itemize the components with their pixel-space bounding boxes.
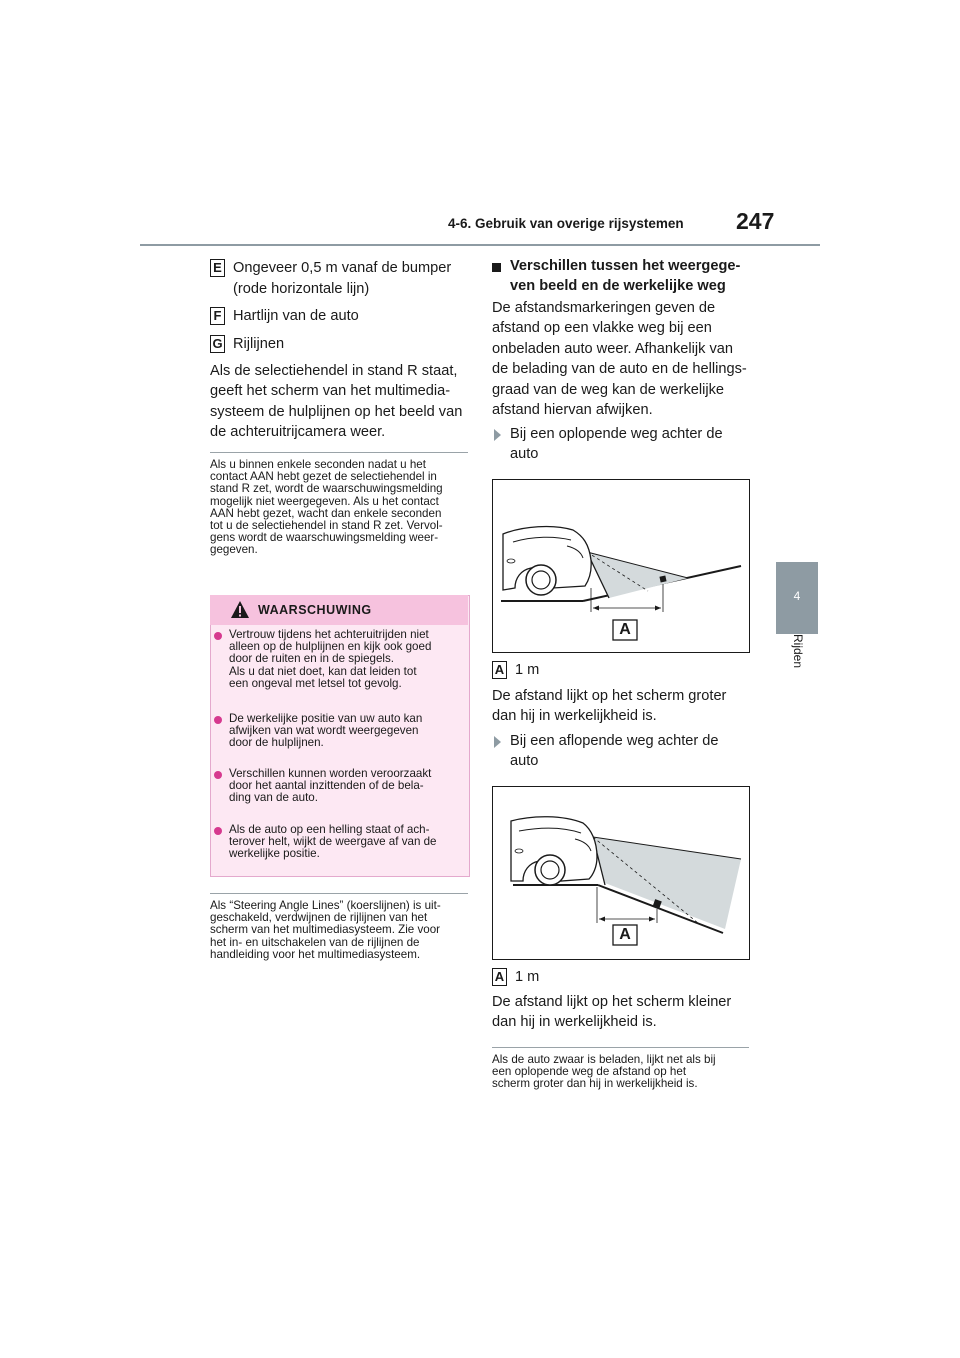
- text-line: scherm groter dan hij in werkelijkheid is.: [492, 1077, 698, 1091]
- text-line: auto: [510, 753, 539, 770]
- text-line: ding van de auto.: [229, 791, 318, 805]
- text-line: Als u binnen enkele seconden nadat u het: [210, 458, 426, 471]
- page-number: 247: [736, 208, 775, 234]
- legend-key: A: [492, 968, 507, 986]
- case-result: [492, 992, 762, 1033]
- text-line: graad van de weg kan de werkelijke: [492, 381, 725, 398]
- text-line: tot u de selectiehendel in stand R zet. Vervol-: [210, 519, 443, 533]
- text-line: werkelijke positie.: [229, 847, 320, 861]
- text-line: dan hij in werkelijkheid is.: [492, 708, 657, 725]
- text-line: systeem de hulplijnen op het beeld van: [210, 403, 463, 420]
- note-block: [492, 1054, 754, 1091]
- legend-item-g: [210, 335, 225, 353]
- legend-text: 1 m: [515, 969, 540, 985]
- text-line: de achteruitrijcamera weer.: [210, 424, 386, 441]
- text-line: geschakeld, verdwijnen de rijlijnen van het: [210, 911, 428, 925]
- legend-text: Rijlijnen: [233, 336, 285, 352]
- text-line: Als de auto op een helling staat of ach-: [229, 823, 430, 836]
- text-line: Verschillen kunnen worden veroorzaakt: [229, 767, 432, 780]
- text-line: Vertrouw tijdens het achteruitrijden niet: [229, 628, 429, 641]
- text-line: De afstandsmarkeringen geven de: [492, 300, 716, 316]
- text-line: Bij een aflopende weg achter de: [510, 733, 719, 749]
- header-rule: [140, 244, 820, 246]
- case-result: [492, 686, 762, 727]
- legend-text: Hartlijn van de auto: [233, 308, 359, 324]
- text-line: afwijken van wat wordt weergegeven: [229, 724, 419, 738]
- text-line: Als de selectiehendel in stand R staat,: [210, 363, 458, 379]
- legend-item-a: [492, 661, 507, 679]
- text-line: onbeladen auto weer. Afhankelijk van: [492, 340, 733, 357]
- text-line: een oplopende weg de afstand op het: [492, 1065, 687, 1079]
- text-line: terover helt, wijkt de weergave af van de: [229, 835, 437, 849]
- note-divider: [492, 1047, 749, 1048]
- chapter-tab-number: 4: [776, 562, 818, 634]
- case-title: [510, 731, 719, 772]
- text-line: dan hij in werkelijkheid is.: [492, 1014, 657, 1031]
- legend-key: F: [210, 307, 225, 325]
- text-line: Als u dat niet doet, kan dat leiden tot: [229, 664, 417, 678]
- intro-paragraph: [492, 298, 762, 420]
- bullet-icon: [214, 827, 222, 835]
- legend-item-f: [210, 307, 225, 325]
- text-line: afstand hiervan afwijken.: [492, 402, 653, 419]
- warning-item: [229, 768, 465, 805]
- text-line: scherm van het multimediasysteem. Zie voor: [210, 923, 441, 937]
- text-line: Bij een oplopende weg achter de: [510, 426, 723, 442]
- legend-text: Ongeveer 0,5 m vanaf de bumper: [233, 260, 452, 276]
- text-line: handleiding voor het multimediasysteem.: [210, 947, 421, 961]
- warning-item: [229, 629, 465, 690]
- bullet-icon: [214, 632, 222, 640]
- arrow-right-icon: [494, 736, 501, 748]
- text-line: alleen op de hulplijnen en kijk ook goed: [229, 640, 432, 654]
- text-line: ven beeld en de werkelijke weg: [510, 278, 726, 295]
- warning-item: [229, 824, 465, 861]
- note-divider: [210, 452, 468, 453]
- text-line: auto: [510, 446, 539, 463]
- text-line: de belading van de auto en de hellings-: [492, 361, 747, 378]
- text-line: De afstand lijkt op het scherm kleiner: [492, 994, 732, 1010]
- text-line: een ongeval met letsel tot gevolg.: [229, 676, 402, 690]
- chapter-tab-label: Rijden: [791, 634, 805, 669]
- legend-key: E: [210, 259, 225, 277]
- text-line: door de hulplijnen.: [229, 736, 324, 750]
- note-block: [210, 459, 472, 557]
- note-divider: [210, 893, 468, 894]
- text-line: afstand op een vlakke weg bij een: [492, 320, 712, 337]
- legend-text: (rode horizontale lijn): [233, 281, 370, 297]
- legend-item-e: [210, 259, 225, 277]
- section-heading: [510, 256, 740, 297]
- text-line: De werkelijke positie van uw auto kan: [229, 712, 423, 725]
- text-line: Als “Steering Angle Lines” (koerslijnen) is uit-: [210, 899, 441, 912]
- legend-key: A: [492, 661, 507, 679]
- legend-item-a: [492, 968, 507, 986]
- case-title: [510, 424, 723, 465]
- figure-uphill: [492, 479, 750, 653]
- text-line: door het aantal inzittenden of de bela-: [229, 779, 424, 793]
- text-line: Als de auto zwaar is beladen, lijkt net als bij: [492, 1053, 716, 1066]
- warning-triangle-icon: [230, 600, 250, 619]
- heading-marker-icon: [492, 263, 501, 272]
- text-line: door de ruiten en in de spiegels.: [229, 652, 395, 666]
- arrow-right-icon: [494, 429, 501, 441]
- text-line: Verschillen tussen het weergege-: [510, 258, 741, 274]
- text-line: contact AAN hebt gezet de selectiehendel in: [210, 470, 437, 484]
- section-title: 4-6. Gebruik van overige rijsystemen: [448, 216, 684, 231]
- text-line: gens wordt de waarschuwingsmelding weer-: [210, 531, 439, 545]
- body-paragraph: [210, 361, 470, 443]
- warning-item: [229, 713, 465, 750]
- text-line: De afstand lijkt op het scherm groter: [492, 688, 727, 704]
- text-line: geeft het scherm van het multimedia-: [210, 383, 451, 400]
- figure-label: A: [619, 621, 631, 638]
- figure-downhill: [492, 786, 750, 960]
- legend-text: 1 m: [515, 662, 540, 678]
- text-line: het in- en uitschakelen van de rijlijnen de: [210, 935, 420, 949]
- figure-label: A: [619, 926, 631, 943]
- text-line: mogelijk niet weergegeven. Als u het contact: [210, 494, 439, 508]
- bullet-icon: [214, 716, 222, 724]
- note-block: [210, 900, 472, 961]
- legend-key: G: [210, 335, 225, 353]
- text-line: gegeven.: [210, 543, 258, 557]
- warning-title: WAARSCHUWING: [258, 603, 372, 617]
- text-line: AAN hebt gezet, wacht dan enkele seconden: [210, 506, 442, 520]
- bullet-icon: [214, 771, 222, 779]
- text-line: stand R zet, wordt de waarschuwingsmelding: [210, 482, 443, 496]
